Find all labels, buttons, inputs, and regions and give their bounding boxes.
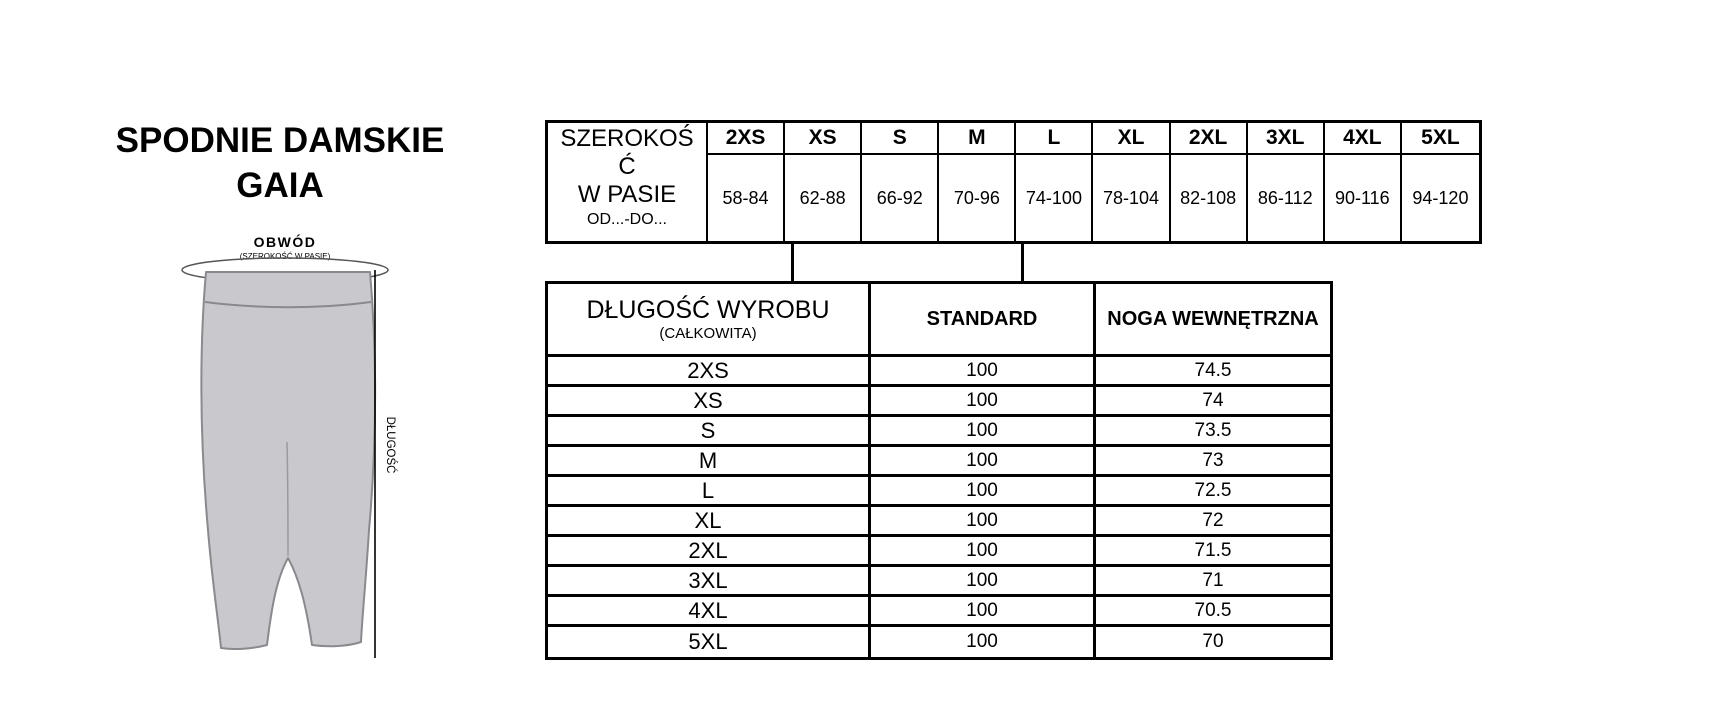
size-cell: 3XL [548, 567, 871, 597]
size-cell: 2XS [548, 357, 871, 387]
table-connector-line-right [1021, 243, 1024, 281]
waist-range-cell: 90-116 [1325, 155, 1402, 241]
size-header-cell: S [862, 123, 939, 155]
inner-leg-cell: 74 [1096, 387, 1330, 417]
waist-range-cell: 58-84 [708, 155, 785, 241]
inner-leg-cell: 73.5 [1096, 417, 1330, 447]
waist-width-table [545, 120, 1482, 244]
size-header-cell: XS [785, 123, 862, 155]
standard-cell: 100 [871, 357, 1096, 387]
size-header-cell: L [1016, 123, 1093, 155]
waist-label: OBWÓD [253, 234, 317, 250]
pants-diagram [178, 230, 400, 662]
size-header-cell: 2XL [1171, 123, 1248, 155]
page-title-line2: GAIA [236, 166, 324, 205]
size-cell: L [548, 477, 871, 507]
inner-leg-cell: 72.5 [1096, 477, 1330, 507]
standard-cell: 100 [871, 567, 1096, 597]
size-cell: 4XL [548, 597, 871, 627]
waist-range-cell: 66-92 [862, 155, 939, 241]
size-header-cell: 3XL [1248, 123, 1325, 155]
length-header-title: DŁUGOŚĆ WYROBU [586, 296, 830, 324]
length-table [545, 281, 1333, 660]
size-cell: S [548, 417, 871, 447]
standard-header-cell: STANDARD [871, 284, 1096, 357]
size-cell: 5XL [548, 627, 871, 657]
length-header-subtitle: (CAŁKOWITA) [659, 325, 757, 342]
waist-range-cell: 86-112 [1248, 155, 1325, 241]
size-cell: XS [548, 387, 871, 417]
size-cell: 2XL [548, 537, 871, 567]
waist-range-cell: 78-104 [1093, 155, 1170, 241]
inner-leg-cell: 72 [1096, 507, 1330, 537]
standard-cell: 100 [871, 537, 1096, 567]
inner-leg-cell: 71.5 [1096, 537, 1330, 567]
page-title [70, 118, 490, 208]
waist-table-header-cell [548, 123, 708, 241]
standard-cell: 100 [871, 477, 1096, 507]
size-cell: M [548, 447, 871, 477]
waist-range-cell: 62-88 [785, 155, 862, 241]
standard-cell: 100 [871, 627, 1096, 657]
inner-leg-cell: 74.5 [1096, 357, 1330, 387]
table-connector-line-left [791, 243, 794, 281]
standard-cell: 100 [871, 597, 1096, 627]
inner-leg-header-cell: NOGA WEWNĘTRZNA [1096, 284, 1330, 357]
waist-header-line: SZEROKOŚ [560, 125, 694, 152]
length-label: DŁUGOŚĆ [384, 416, 396, 474]
waist-range-cell: 70-96 [939, 155, 1016, 241]
pants-illustration-icon [178, 230, 400, 662]
size-header-cell: 2XS [708, 123, 785, 155]
standard-cell: 100 [871, 507, 1096, 537]
size-cell: XL [548, 507, 871, 537]
inner-leg-cell: 70 [1202, 631, 1224, 652]
waist-sublabel: (SZEROKOŚĆ W PASIE) [239, 252, 331, 261]
size-header-cell: 4XL [1325, 123, 1402, 155]
inner-leg-cell: 73 [1096, 447, 1330, 477]
standard-cell: 100 [871, 447, 1096, 477]
waist-range-cell: 94-120 [1412, 187, 1469, 208]
pants-shape-icon [201, 272, 375, 649]
standard-cell: 100 [871, 387, 1096, 417]
waist-range-cell: 82-108 [1171, 155, 1248, 241]
page-title-line1: SPODNIE DAMSKIE [115, 121, 445, 160]
waist-header-line: W PASIE [577, 181, 677, 208]
size-header-cell: M [939, 123, 1016, 155]
inner-leg-cell: 70.5 [1096, 597, 1330, 627]
length-table-header-cell [548, 284, 871, 357]
inner-leg-cell: 71 [1096, 567, 1330, 597]
waist-range-cell: 74-100 [1016, 155, 1093, 241]
waist-header-line: OD...-DO... [587, 211, 667, 228]
size-header-cell: XL [1093, 123, 1170, 155]
waist-header-line: Ć [618, 153, 636, 180]
standard-cell: 100 [871, 417, 1096, 447]
size-header-cell: 5XL [1402, 123, 1479, 155]
